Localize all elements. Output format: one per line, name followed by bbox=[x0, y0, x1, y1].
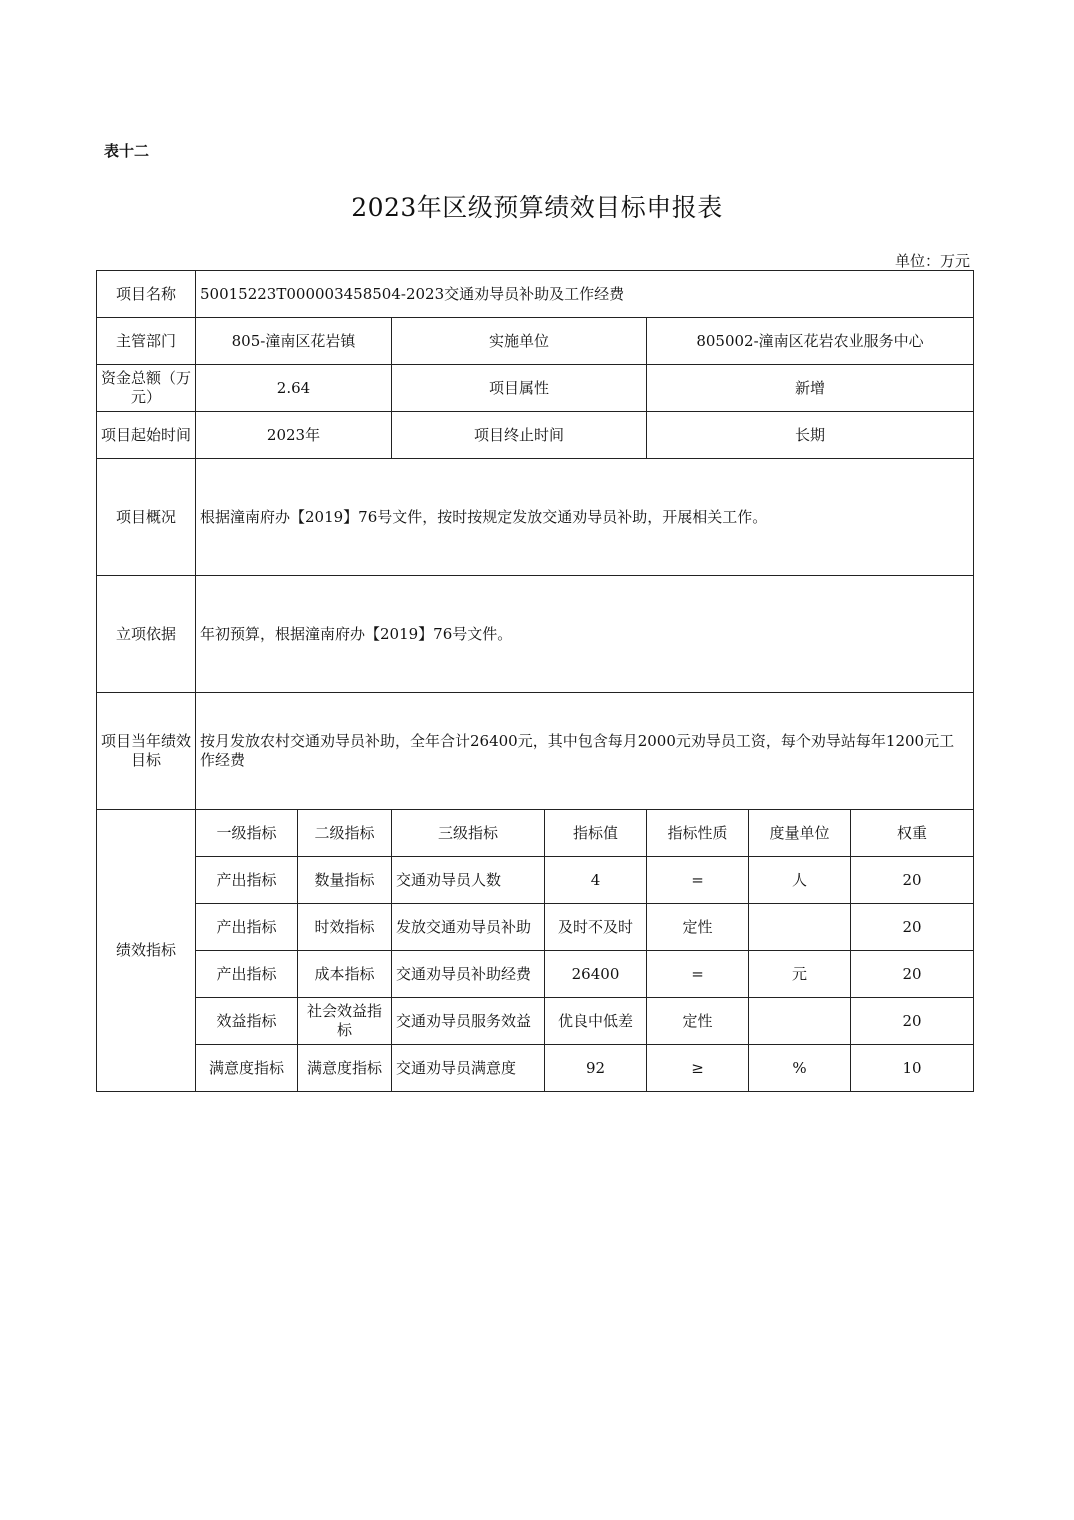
funds-value: 2.64 bbox=[196, 365, 392, 412]
indicator-level2: 数量指标 bbox=[298, 857, 392, 904]
unit-label: 单位：万元 bbox=[894, 252, 970, 270]
dept-value: 805-潼南区花岩镇 bbox=[196, 318, 392, 365]
indicator-unit: 人 bbox=[749, 857, 851, 904]
indicator-nature: = bbox=[647, 857, 749, 904]
indicator-nature: = bbox=[647, 951, 749, 998]
indicator-value: 92 bbox=[545, 1045, 647, 1092]
table-number: 表十二 bbox=[104, 142, 150, 160]
header-level2: 二级指标 bbox=[298, 810, 392, 857]
indicator-level2: 成本指标 bbox=[298, 951, 392, 998]
header-level3: 三级指标 bbox=[392, 810, 545, 857]
indicator-row bbox=[97, 1045, 974, 1092]
indicator-level2: 社会效益指标 bbox=[298, 998, 392, 1045]
impl-label: 实施单位 bbox=[392, 318, 647, 365]
attr-value: 新增 bbox=[647, 365, 974, 412]
row-funds bbox=[97, 365, 974, 412]
project-name-value: 50015223T000003458504-2023交通劝导员补助及工作经费 bbox=[196, 271, 974, 318]
document-title: 2023年区级预算绩效目标申报表 bbox=[351, 193, 723, 222]
header-weight: 权重 bbox=[851, 810, 974, 857]
start-value: 2023年 bbox=[196, 412, 392, 459]
indicator-unit: 元 bbox=[749, 951, 851, 998]
indicator-value: 优良中低差 bbox=[545, 998, 647, 1045]
indicator-weight: 20 bbox=[851, 998, 974, 1045]
header-level1: 一级指标 bbox=[196, 810, 298, 857]
indicator-level3: 交通劝导员满意度 bbox=[392, 1045, 545, 1092]
indicator-row bbox=[97, 951, 974, 998]
indicator-row bbox=[97, 904, 974, 951]
indicator-unit bbox=[749, 904, 851, 951]
indicator-level3: 发放交通劝导员补助 bbox=[392, 904, 545, 951]
header-unit: 度量单位 bbox=[749, 810, 851, 857]
indicator-level1: 产出指标 bbox=[196, 857, 298, 904]
indicator-level3: 交通劝导员服务效益 bbox=[392, 998, 545, 1045]
row-goal bbox=[97, 693, 974, 810]
indicator-weight: 20 bbox=[851, 857, 974, 904]
indicator-nature: ≥ bbox=[647, 1045, 749, 1092]
start-label: 项目起始时间 bbox=[97, 412, 196, 459]
row-period bbox=[97, 412, 974, 459]
attr-label: 项目属性 bbox=[392, 365, 647, 412]
indicator-level2: 满意度指标 bbox=[298, 1045, 392, 1092]
indicator-level1: 满意度指标 bbox=[196, 1045, 298, 1092]
indicator-level1: 产出指标 bbox=[196, 904, 298, 951]
indicator-weight: 20 bbox=[851, 904, 974, 951]
indicator-nature: 定性 bbox=[647, 904, 749, 951]
end-label: 项目终止时间 bbox=[392, 412, 647, 459]
project-name-label: 项目名称 bbox=[97, 271, 196, 318]
indicator-level3: 交通劝导员人数 bbox=[392, 857, 545, 904]
indicator-level2: 时效指标 bbox=[298, 904, 392, 951]
funds-label: 资金总额（万元） bbox=[97, 365, 196, 412]
indicator-header-row bbox=[97, 810, 974, 857]
impl-value: 805002-潼南区花岩农业服务中心 bbox=[647, 318, 974, 365]
basis-value: 年初预算，根据潼南府办【2019】76号文件。 bbox=[196, 576, 974, 693]
indicator-nature: 定性 bbox=[647, 998, 749, 1045]
indicator-unit: % bbox=[749, 1045, 851, 1092]
indicator-level1: 效益指标 bbox=[196, 998, 298, 1045]
indicator-weight: 10 bbox=[851, 1045, 974, 1092]
indicator-unit bbox=[749, 998, 851, 1045]
basis-label: 立项依据 bbox=[97, 576, 196, 693]
row-overview bbox=[97, 459, 974, 576]
indicator-value: 26400 bbox=[545, 951, 647, 998]
overview-value: 根据潼南府办【2019】76号文件，按时按规定发放交通劝导员补助，开展相关工作。 bbox=[196, 459, 974, 576]
header-nature: 指标性质 bbox=[647, 810, 749, 857]
goal-label: 项目当年绩效目标 bbox=[97, 693, 196, 810]
indicator-row bbox=[97, 998, 974, 1045]
indicator-value: 4 bbox=[545, 857, 647, 904]
indicators-section-label: 绩效指标 bbox=[97, 810, 196, 1092]
indicator-weight: 20 bbox=[851, 951, 974, 998]
header-value: 指标值 bbox=[545, 810, 647, 857]
indicator-value: 及时不及时 bbox=[545, 904, 647, 951]
goal-value: 按月发放农村交通劝导员补助，全年合计26400元，其中包含每月2000元劝导员工资，每个劝导站每年1200元工作经费 bbox=[196, 693, 974, 810]
indicator-level1: 产出指标 bbox=[196, 951, 298, 998]
indicator-level3: 交通劝导员补助经费 bbox=[392, 951, 545, 998]
overview-label: 项目概况 bbox=[97, 459, 196, 576]
row-department bbox=[97, 318, 974, 365]
end-value: 长期 bbox=[647, 412, 974, 459]
row-basis bbox=[97, 576, 974, 693]
indicator-row bbox=[97, 857, 974, 904]
dept-label: 主管部门 bbox=[97, 318, 196, 365]
report-table bbox=[96, 270, 974, 1092]
row-project-name bbox=[97, 271, 974, 318]
